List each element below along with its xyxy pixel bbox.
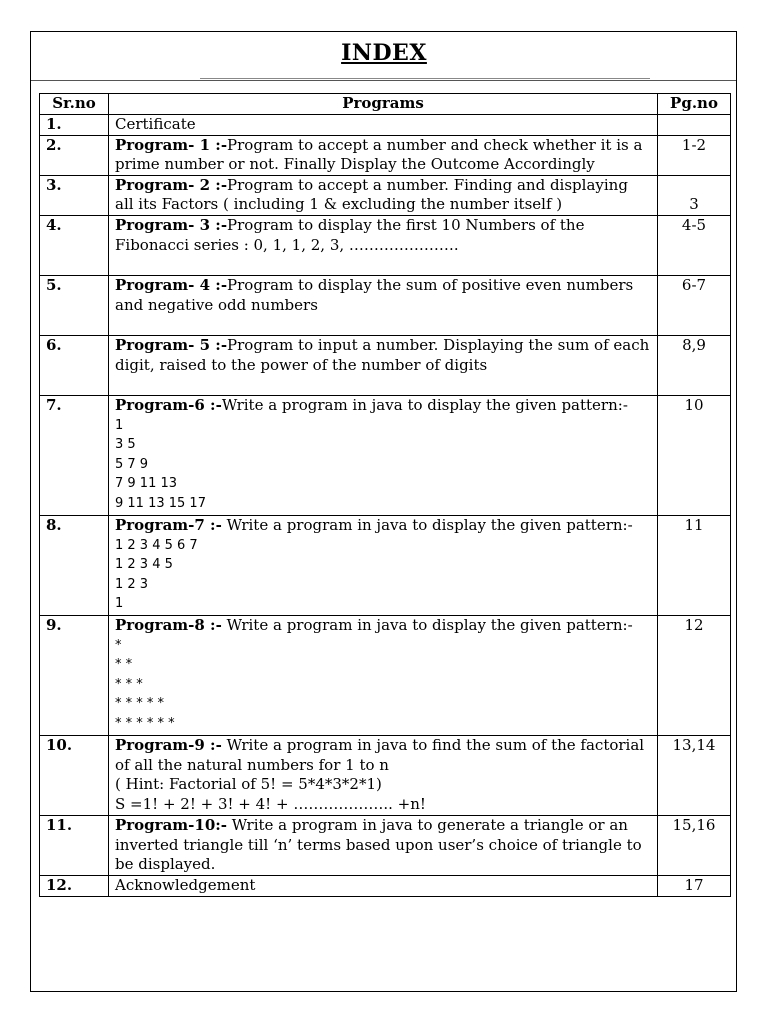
- program-description: [115, 876, 651, 896]
- row-program-cell: [109, 215, 658, 275]
- table-row: [40, 115, 731, 136]
- row-page-number: 8,9: [658, 335, 731, 395]
- row-page-number: 4-5: [658, 215, 731, 275]
- pattern-line: 1: [115, 596, 124, 612]
- row-page-number: 6-7: [658, 275, 731, 335]
- program-description: [115, 216, 651, 255]
- program-text: Program to accept a number and check whether it is a prime number or not. Finally Display the Outcome Accordingly: [115, 135, 643, 174]
- pattern-line: 3 5: [115, 437, 136, 453]
- pattern-line: 1 2 3 4 5 6 7: [115, 537, 198, 553]
- table-row: [40, 135, 731, 175]
- table-row: [40, 275, 731, 335]
- table-row: [40, 615, 731, 735]
- pattern-line: * *: [115, 657, 133, 673]
- row-page-number: 15,16: [658, 815, 731, 875]
- program-label: Program- 1 :-: [115, 135, 228, 154]
- row-serial-number: 6.: [40, 335, 109, 395]
- table-row: [40, 395, 731, 515]
- row-serial-number: 2.: [40, 135, 109, 175]
- table-row: [40, 875, 731, 896]
- row-serial-number: 9.: [40, 615, 109, 735]
- row-page-number: 10: [658, 395, 731, 515]
- program-description: [115, 276, 651, 315]
- row-program-cell: [109, 615, 658, 735]
- row-program-cell: [109, 135, 658, 175]
- row-serial-number: 3.: [40, 175, 109, 215]
- program-description: [115, 616, 651, 636]
- pattern-line: *: [115, 637, 122, 653]
- pattern-line: 1: [115, 417, 124, 433]
- row-program-cell: [109, 335, 658, 395]
- row-program-cell: [109, 175, 658, 215]
- pattern-line: 5 7 9: [115, 456, 149, 472]
- program-label: Program-6 :-: [115, 395, 222, 414]
- program-description: [115, 136, 651, 175]
- pattern-line: * * * * * *: [115, 715, 175, 731]
- row-serial-number: 4.: [40, 215, 109, 275]
- program-description: [115, 516, 651, 536]
- header-pg-no: Pg.no: [658, 94, 731, 115]
- hint-line: S =1! + 2! + 3! + 4! + ……………….. +n!: [115, 794, 426, 813]
- program-description: [115, 176, 651, 215]
- program-label: Program-7 :-: [115, 515, 222, 534]
- program-text: Program to display the first 10 Numbers of the Fibonacci series : 0, 1, 1, 2, 3, ………………….: [115, 215, 585, 254]
- row-program-cell: [109, 395, 658, 515]
- row-page-number: 1-2: [658, 135, 731, 175]
- index-table: [39, 93, 731, 897]
- program-text: Write a program in java to generate a triangle or an inverted triangle till ‘n’ terms based upon user’s choice of triangle to be displayed.: [115, 815, 642, 874]
- row-page-number: 11: [658, 515, 731, 615]
- program-label: Program- 2 :-: [115, 175, 228, 194]
- program-label: Program-10:-: [115, 815, 228, 834]
- program-text: Program to input a number. Displaying the sum of each digit, raised to the power of the number of digits: [115, 335, 650, 374]
- program-label: Program-8 :-: [115, 615, 222, 634]
- program-text: Certificate: [115, 115, 196, 133]
- hint-line: ( Hint: Factorial of 5! = 5*4*3*2*1): [115, 775, 382, 794]
- program-label: Program- 3 :-: [115, 215, 228, 234]
- row-serial-number: 7.: [40, 395, 109, 515]
- program-description: [115, 816, 651, 875]
- program-text: Write a program in java to find the sum of the factorial of all the natural numbers for 1 to n: [115, 735, 645, 774]
- table-row: [40, 175, 731, 215]
- table-row: [40, 515, 731, 615]
- row-serial-number: 10.: [40, 735, 109, 815]
- pattern-line: 1 2 3 4 5: [115, 557, 173, 573]
- program-label: Program-9 :-: [115, 735, 222, 754]
- title-divider-accent: [200, 78, 650, 79]
- pattern-line: * * *: [115, 676, 143, 692]
- page-title: INDEX: [341, 40, 427, 66]
- row-serial-number: 1.: [40, 115, 109, 136]
- title-divider: [31, 80, 736, 81]
- program-text: Write a program in java to display the given pattern:-: [221, 395, 628, 414]
- row-serial-number: 11.: [40, 815, 109, 875]
- row-page-number: [658, 115, 731, 136]
- program-text: Acknowledgement: [115, 875, 256, 894]
- row-program-cell: [109, 515, 658, 615]
- header-sr-no: Sr.no: [40, 94, 109, 115]
- table-row: [40, 735, 731, 815]
- row-page-number: 13,14: [658, 735, 731, 815]
- table-row: [40, 335, 731, 395]
- program-label: Program- 5 :-: [115, 335, 228, 354]
- program-label: Program- 4 :-: [115, 275, 228, 294]
- row-page-number: 12: [658, 615, 731, 735]
- program-text: Program to accept a number. Finding and displaying all its Factors ( including 1 & excluding the number itself ): [115, 175, 628, 214]
- row-page-number: 3: [658, 175, 731, 215]
- row-program-cell: [109, 735, 658, 815]
- table-row: [40, 815, 731, 875]
- pattern-line: 7 9 11 13: [115, 476, 178, 492]
- table-body: [40, 115, 731, 897]
- row-serial-number: 5.: [40, 275, 109, 335]
- program-description: [115, 396, 651, 416]
- row-serial-number: 12.: [40, 875, 109, 896]
- pattern-line: * * * * *: [115, 696, 165, 712]
- row-program-cell: [109, 815, 658, 875]
- pattern-line: 9 11 13 15 17: [115, 495, 206, 511]
- program-text: Write a program in java to display the given pattern:-: [221, 615, 633, 634]
- program-description: [115, 736, 651, 775]
- row-program-cell: [109, 115, 658, 136]
- row-program-cell: [109, 275, 658, 335]
- program-text: Program to display the sum of positive even numbers and negative odd numbers: [115, 275, 634, 314]
- row-page-number: 17: [658, 875, 731, 896]
- table-row: [40, 215, 731, 275]
- header-programs: Programs: [109, 94, 658, 115]
- pattern-line: 1 2 3: [115, 576, 149, 592]
- row-serial-number: 8.: [40, 515, 109, 615]
- program-description: [115, 336, 651, 375]
- row-program-cell: [109, 875, 658, 896]
- program-description: [115, 115, 651, 135]
- program-text: Write a program in java to display the given pattern:-: [221, 515, 633, 534]
- table-header-row: [40, 94, 731, 115]
